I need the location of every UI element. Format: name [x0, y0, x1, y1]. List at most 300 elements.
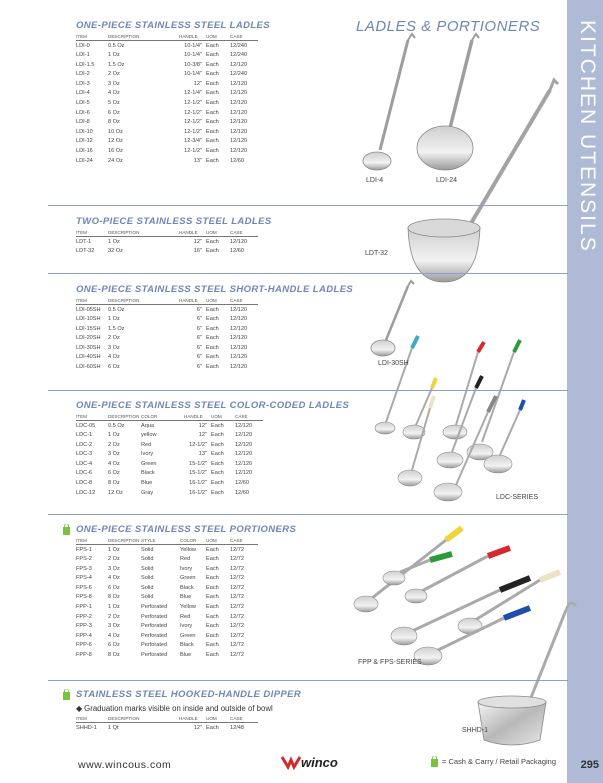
table-cell: FPP-3 — [76, 623, 92, 630]
feature-bullet: ◆ Graduation marks visible on inside and outside of bowl — [76, 704, 273, 713]
table-cell: 8 Oz — [108, 119, 120, 126]
table-cell: 12/120 — [235, 422, 253, 429]
col-header: HANDLE — [141, 298, 206, 305]
shopping-bag-icon — [62, 689, 71, 700]
table-cell: FPP-1 — [76, 604, 92, 611]
table-cell: Solid — [141, 546, 154, 553]
table-cell: LDI-8 — [76, 119, 90, 126]
table-cell: 12/120 — [230, 61, 248, 68]
table-cell: FPS-6 — [76, 584, 92, 591]
col-header: CASE — [230, 538, 258, 545]
section-title: ONE-PIECE STAINLESS STEEL COLOR-CODED LADLES — [76, 400, 350, 411]
table-cell: Blue — [180, 594, 192, 601]
table-cell: Blue — [141, 480, 153, 487]
table-cell: 12/120 — [235, 451, 253, 458]
section-short-handle-ladles — [76, 284, 353, 372]
table-row — [76, 137, 258, 147]
table-cell: LDI-60SH — [76, 364, 101, 371]
table-cell: 12/120 — [235, 441, 253, 448]
table-cell: Perforated — [141, 604, 168, 611]
table-cell: 6 Oz — [108, 364, 120, 371]
table-cell: 1 Qt — [108, 724, 119, 731]
caption-fpp-fps-series: FPP & FPS-SERIES — [358, 659, 422, 666]
col-header: UOM — [206, 298, 230, 305]
section-title: STAINLESS STEEL HOOKED-HANDLE DIPPER — [76, 689, 302, 700]
table-cell: LDT-1 — [76, 238, 92, 245]
table-cell: Each — [206, 157, 219, 164]
table-cell: Each — [206, 52, 219, 59]
table-cell: 2 Oz — [108, 556, 120, 563]
table-cell: 12 Oz — [108, 489, 123, 496]
table-row — [76, 469, 263, 479]
table-cell: Each — [206, 364, 219, 371]
table-cell: LDI-16 — [76, 148, 93, 155]
col-header: DESCRIPTION — [108, 230, 140, 235]
table-cell: FPS-4 — [76, 575, 92, 582]
section-divider — [48, 205, 568, 206]
table-cell: FPP-8 — [76, 652, 92, 659]
table-cell: 3 Oz — [108, 80, 120, 87]
table-cell: FPS-3 — [76, 565, 92, 572]
table-cell: Each — [206, 652, 219, 659]
table-row — [76, 60, 258, 70]
table-cell: LDI-2 — [76, 71, 90, 78]
table-cell: Each — [206, 565, 219, 572]
table-cell: LDC-4 — [76, 460, 93, 467]
table-cell: 6 Oz — [108, 109, 120, 116]
winco-logo — [280, 753, 340, 771]
col-header: DESCRIPTION — [108, 34, 140, 39]
table-cell: Solid — [141, 575, 154, 582]
table-cell: Solid — [141, 584, 154, 591]
table-cell: LDC-8 — [76, 480, 93, 487]
col-header: ITEM — [76, 298, 108, 305]
table-cell: 12/120 — [230, 90, 248, 97]
table-row — [76, 459, 263, 469]
table-row — [76, 89, 258, 99]
table-row — [76, 430, 263, 440]
table-cell: 1.5 Oz — [108, 325, 125, 332]
table-cell: 10 Oz — [108, 128, 123, 135]
table-cell: 12/120 — [230, 238, 248, 245]
table-cell: Ivory — [141, 451, 154, 458]
section-divider — [48, 514, 568, 515]
col-header: DESCRIPTION — [108, 414, 140, 419]
table-cell: Each — [206, 546, 219, 553]
table-row — [76, 70, 258, 80]
table-cell: 12/120 — [230, 354, 248, 361]
table-cell: LDI-12 — [76, 138, 93, 145]
table-cell: LDI-0 — [76, 42, 90, 49]
table-cell: 12/72 — [230, 604, 244, 611]
section-title: TWO-PIECE STAINLESS STEEL LADLES — [76, 216, 272, 227]
table-cell: 13" — [193, 157, 202, 164]
table-cell: 1.5 Oz — [108, 61, 125, 68]
table-cell: LDC-3 — [76, 451, 93, 458]
table-cell: Each — [206, 724, 219, 731]
fpp-fps-series-image — [354, 528, 560, 665]
table-cell: 12/120 — [235, 432, 253, 439]
table-cell: 15-1/2" — [189, 460, 207, 467]
section-color-coded-ladles — [76, 400, 349, 498]
table-row — [76, 362, 258, 372]
page-heading: LADLES & PORTIONERS — [356, 18, 541, 35]
table-cell: LDC-1 — [76, 432, 93, 439]
table-cell: Each — [206, 128, 219, 135]
table-cell: Each — [211, 441, 224, 448]
table-cell: LDI-15SH — [76, 325, 101, 332]
table-cell: 12-1/2" — [189, 441, 207, 448]
col-header: CASE — [230, 34, 258, 41]
col-header: UOM — [206, 538, 230, 545]
table-cell: LDI-05SH — [76, 306, 101, 313]
table-cell: 4 Oz — [108, 632, 120, 639]
table-cell: 1 Oz — [108, 432, 120, 439]
table-cell: 0.5 Oz — [108, 42, 125, 49]
table-cell: 12-1/2" — [184, 119, 202, 126]
table-cell: Each — [206, 642, 219, 649]
table-cell: 2 Oz — [108, 613, 120, 620]
table-cell: 6 Oz — [108, 584, 120, 591]
table-row — [76, 41, 258, 51]
table-cell: 12-1/4" — [184, 90, 202, 97]
table-row — [76, 612, 258, 622]
table-cell: 12/72 — [230, 584, 244, 591]
table-cell: Each — [211, 432, 224, 439]
section-hooked-handle-dipper — [76, 689, 301, 732]
table-cell: 12/60 — [230, 248, 244, 255]
table-row — [76, 334, 258, 344]
table-row — [76, 127, 258, 137]
table-cell: Gray — [141, 489, 154, 496]
table-row — [76, 314, 258, 324]
table-cell: 12/120 — [230, 109, 248, 116]
table-cell: LDI-10 — [76, 128, 93, 135]
table-cell: 12/72 — [230, 575, 244, 582]
table-row — [76, 324, 258, 334]
table-cell: FPS-8 — [76, 594, 92, 601]
table-row — [76, 440, 263, 450]
table-cell: Blue — [180, 652, 192, 659]
table-cell: Each — [211, 422, 224, 429]
table-cell: 6 Oz — [108, 470, 120, 477]
table-cell: 6 Oz — [108, 642, 120, 649]
table-row — [76, 305, 258, 315]
table-cell: 24 Oz — [108, 157, 123, 164]
table-cell: Each — [206, 604, 219, 611]
col-header: DESCRIPTION — [108, 538, 140, 543]
table-row — [76, 574, 258, 584]
col-header: STYLE — [141, 538, 180, 545]
table-cell: 12/120 — [235, 460, 253, 467]
table-row — [76, 237, 258, 247]
ldt-table — [76, 230, 258, 256]
table-row — [76, 602, 258, 612]
table-cell: FPP-4 — [76, 632, 92, 639]
table-row — [76, 478, 263, 488]
table-cell: 12/120 — [230, 316, 248, 323]
table-cell: 12/240 — [230, 71, 248, 78]
caption-ldc-series: LDC-SERIES — [496, 494, 539, 501]
table-cell: Each — [206, 354, 219, 361]
table-cell: Each — [206, 61, 219, 68]
caption-ldi-24: LDI-24 — [436, 177, 458, 184]
table-cell: Each — [206, 556, 219, 563]
table-cell: 16" — [193, 248, 202, 255]
ldi-24-image — [417, 34, 479, 170]
table-cell: LDC-05 — [76, 422, 96, 429]
table-cell: 3 Oz — [108, 344, 120, 351]
table-cell: 6" — [196, 344, 202, 351]
table-row — [76, 146, 258, 156]
table-cell: 12-3/4" — [184, 138, 202, 145]
table-cell: 12/120 — [235, 470, 253, 477]
col-header: ITEM — [76, 230, 108, 237]
table-cell: LDI-20SH — [76, 335, 101, 342]
col-header: ITEM — [76, 414, 108, 421]
col-header: ITEM — [76, 34, 108, 41]
table-cell: 10-3/8" — [184, 61, 202, 68]
table-cell: 12-1/2" — [184, 148, 202, 155]
table-cell: Solid — [141, 556, 154, 563]
col-header: COLOR — [141, 414, 180, 421]
table-cell: 4 Oz — [108, 460, 120, 467]
table-cell: LDC-12 — [76, 489, 96, 496]
section-divider — [48, 390, 568, 391]
table-cell: FPS-2 — [76, 556, 92, 563]
table-cell: 1 Oz — [108, 316, 120, 323]
table-cell: FPP-6 — [76, 642, 92, 649]
col-header: HANDLE — [141, 716, 206, 723]
table-cell: SHHD-1 — [76, 724, 97, 731]
table-cell: 12/120 — [230, 80, 248, 87]
sh-table — [76, 298, 258, 372]
table-cell: 12/120 — [230, 100, 248, 107]
table-cell: 6" — [196, 306, 202, 313]
col-header: UOM — [211, 414, 235, 421]
table-cell: Ivory — [180, 565, 193, 572]
table-cell: 12/60 — [235, 489, 249, 496]
ldt-32-image — [408, 80, 558, 282]
table-cell: 12/120 — [230, 306, 248, 313]
table-cell: Each — [206, 325, 219, 332]
table-cell: LDI-1 — [76, 52, 90, 59]
table-cell: Yellow — [180, 604, 196, 611]
table-cell: 10-1/4" — [184, 42, 202, 49]
table-cell: 0.5 Oz — [108, 422, 125, 429]
table-cell: 12/120 — [230, 344, 248, 351]
table-cell: 0.5 Oz — [108, 306, 125, 313]
table-cell: LDI-1.5 — [76, 61, 95, 68]
ldi-table — [76, 34, 258, 166]
col-header: HANDLE — [141, 230, 206, 237]
table-cell: 12-1/2" — [184, 109, 202, 116]
table-cell: Perforated — [141, 632, 168, 639]
section-two-piece-ladles — [76, 216, 272, 256]
table-cell: 3 Oz — [108, 451, 120, 458]
table-cell: 12/72 — [230, 623, 244, 630]
col-header: DESCRIPTION — [108, 716, 140, 721]
section-title: ONE-PIECE STAINLESS STEEL SHORT-HANDLE LADLES — [76, 284, 354, 295]
table-cell: LDI-10SH — [76, 316, 101, 323]
table-row — [76, 650, 258, 660]
table-cell: Perforated — [141, 642, 168, 649]
caption-ldi-30sh: LDI-30SH — [378, 360, 409, 367]
table-row — [76, 156, 258, 166]
table-cell: Solid — [141, 594, 154, 601]
col-header: ITEM — [76, 538, 108, 545]
table-cell: 16-1/2" — [189, 489, 207, 496]
table-row — [76, 353, 258, 363]
table-cell: Perforated — [141, 613, 168, 620]
table-cell: yellow — [141, 432, 157, 439]
table-cell: Each — [206, 306, 219, 313]
table-cell: Each — [211, 460, 224, 467]
table-row — [76, 631, 258, 641]
table-cell: 3 Oz — [108, 565, 120, 572]
col-header: UOM — [206, 716, 230, 723]
table-cell: 16 Oz — [108, 148, 123, 155]
table-cell: Green — [180, 632, 196, 639]
table-cell: 12/72 — [230, 613, 244, 620]
section-divider — [48, 680, 568, 681]
table-cell: FPP-2 — [76, 613, 92, 620]
table-cell: Each — [206, 138, 219, 145]
table-row — [76, 488, 263, 498]
table-cell: Each — [206, 42, 219, 49]
table-cell: Black — [141, 470, 155, 477]
table-cell: 8 Oz — [108, 652, 120, 659]
table-cell: Red — [180, 556, 191, 563]
table-cell: 4 Oz — [108, 354, 120, 361]
table-cell: Perforated — [141, 652, 168, 659]
table-cell: Red — [180, 613, 191, 620]
table-cell: 2 Oz — [108, 441, 120, 448]
table-cell: 12" — [193, 238, 202, 245]
table-cell: 2 Oz — [108, 71, 120, 78]
fp-table — [76, 538, 258, 660]
table-cell: Green — [180, 575, 196, 582]
table-cell: 12/120 — [230, 335, 248, 342]
table-cell: Green — [141, 460, 157, 467]
col-header: CASE — [230, 230, 258, 237]
table-cell: 4 Oz — [108, 575, 120, 582]
shhd-table — [76, 716, 258, 732]
table-row — [76, 723, 258, 733]
table-row — [76, 246, 258, 256]
table-row — [76, 622, 258, 632]
shopping-bag-icon — [62, 524, 71, 535]
table-cell: Each — [206, 594, 219, 601]
section-title: ONE-PIECE STAINLESS STEEL PORTIONERS — [76, 524, 297, 535]
table-row — [76, 545, 258, 555]
table-cell: 12/120 — [230, 128, 248, 135]
table-cell: 12/120 — [230, 325, 248, 332]
ldi-30sh-image — [371, 281, 414, 356]
section-title: ONE-PIECE STAINLESS STEEL LADLES — [76, 20, 271, 31]
table-cell: 3 Oz — [108, 623, 120, 630]
col-header: CASE — [235, 414, 263, 421]
table-cell: 12/72 — [230, 652, 244, 659]
table-cell: 6" — [196, 364, 202, 371]
table-cell: 12" — [193, 80, 202, 87]
col-header: COLOR — [180, 538, 206, 545]
table-cell: Each — [206, 248, 219, 255]
table-cell: Each — [206, 575, 219, 582]
table-cell: LDI-40SH — [76, 354, 101, 361]
table-cell: Each — [206, 71, 219, 78]
col-header: CASE — [230, 298, 258, 305]
table-cell: 12/120 — [230, 364, 248, 371]
website-link[interactable]: www.wincous.com — [78, 759, 172, 771]
table-row — [76, 118, 258, 128]
table-cell: Black — [180, 584, 194, 591]
table-cell: 12" — [198, 422, 207, 429]
table-cell: 8 Oz — [108, 594, 120, 601]
legend — [430, 756, 556, 767]
table-cell: Yellow — [180, 546, 196, 553]
section-divider — [48, 273, 568, 274]
table-cell: Each — [211, 451, 224, 458]
table-cell: 16-1/2" — [189, 480, 207, 487]
col-header: UOM — [206, 34, 230, 41]
table-cell: 4 Oz — [108, 90, 120, 97]
table-row — [76, 98, 258, 108]
table-cell: Perforated — [141, 623, 168, 630]
col-header: HANDLE — [141, 34, 206, 41]
table-cell: LDC-6 — [76, 470, 93, 477]
table-cell: Aqua — [141, 422, 155, 429]
table-cell: LDI-4 — [76, 90, 90, 97]
table-cell: 12/120 — [230, 119, 248, 126]
table-cell: FPS-1 — [76, 546, 92, 553]
table-row — [76, 641, 258, 651]
shopping-bag-icon — [430, 756, 439, 767]
table-cell: 12/240 — [230, 52, 248, 59]
table-cell: Each — [206, 90, 219, 97]
table-row — [76, 343, 258, 353]
table-row — [76, 554, 258, 564]
table-cell: Each — [206, 632, 219, 639]
table-cell: 6" — [196, 316, 202, 323]
table-cell: LDI-30SH — [76, 344, 101, 351]
table-row — [76, 50, 258, 60]
table-cell: 1 Oz — [108, 238, 120, 245]
table-cell: Each — [206, 148, 219, 155]
table-cell: 32 Oz — [108, 248, 123, 255]
section-portioners — [76, 524, 296, 660]
table-cell: LDI-3 — [76, 80, 90, 87]
table-cell: 2 Oz — [108, 335, 120, 342]
table-cell: 12/72 — [230, 546, 244, 553]
caption-ldt-32: LDT-32 — [365, 250, 388, 257]
table-cell: Each — [206, 109, 219, 116]
table-cell: Each — [206, 316, 219, 323]
table-cell: Each — [206, 623, 219, 630]
table-cell: Red — [141, 441, 152, 448]
table-cell: Ivory — [180, 623, 193, 630]
table-cell: 12/240 — [230, 42, 248, 49]
section-one-piece-ladles — [76, 20, 270, 166]
table-cell: 12/72 — [230, 556, 244, 563]
table-row — [76, 564, 258, 574]
table-cell: 12/48 — [230, 724, 244, 731]
table-cell: Each — [206, 119, 219, 126]
table-cell: 12/72 — [230, 565, 244, 572]
table-cell: 12-1/2" — [184, 128, 202, 135]
table-row — [76, 79, 258, 89]
table-cell: 12" — [193, 724, 202, 731]
